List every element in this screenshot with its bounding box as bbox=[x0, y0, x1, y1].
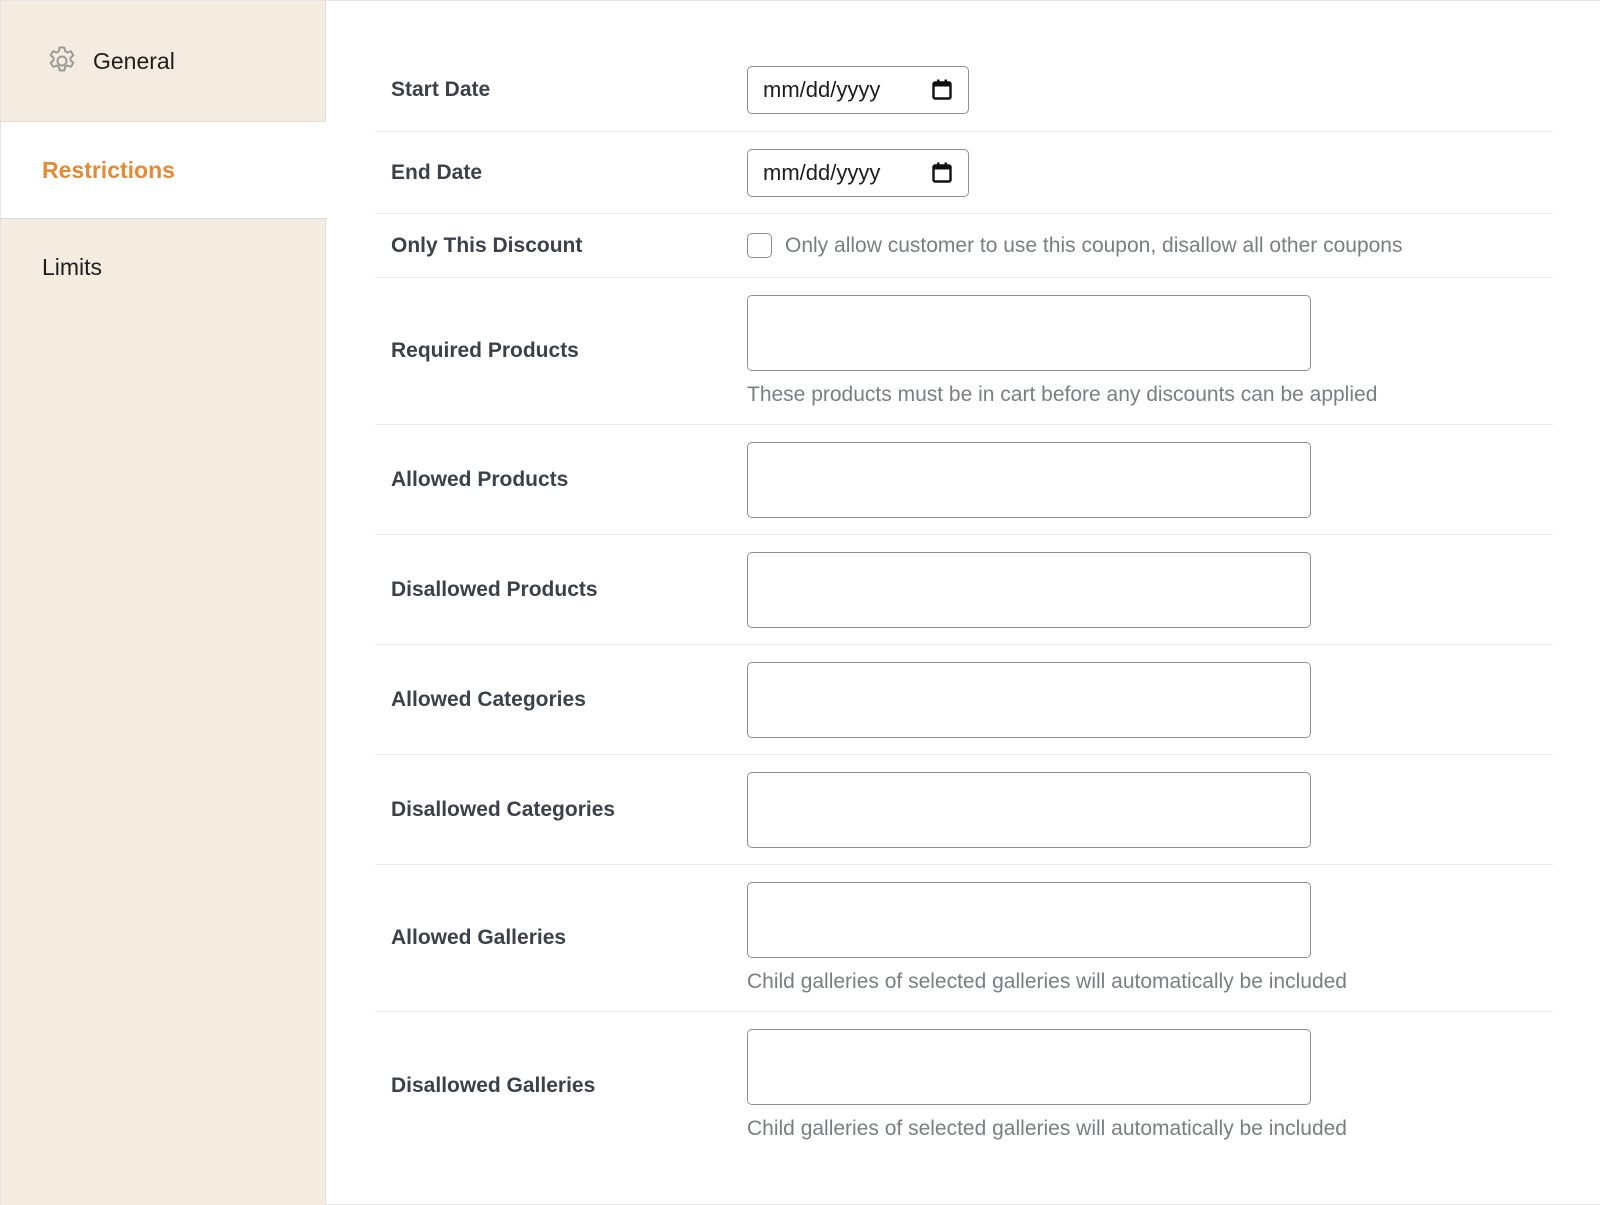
tab-general[interactable] bbox=[1, 1, 326, 122]
end-date-placeholder: mm/dd/yyyy bbox=[763, 160, 881, 185]
disallowed-products-label: Disallowed Products bbox=[391, 577, 598, 601]
tab-limits[interactable] bbox=[1, 219, 326, 316]
end-date-row bbox=[375, 132, 1553, 214]
disallowed-products-row bbox=[375, 535, 1553, 645]
required-products-row bbox=[375, 278, 1553, 425]
only-this-discount-text[interactable]: Only allow customer to use this coupon, disallow all other coupons bbox=[785, 233, 1403, 257]
gear-icon bbox=[45, 44, 79, 78]
tab-limits-label: Limits bbox=[42, 254, 103, 280]
allowed-products-row bbox=[375, 425, 1553, 535]
start-date-label: Start Date bbox=[391, 77, 491, 101]
start-date-input[interactable] bbox=[747, 66, 969, 114]
allowed-products-input[interactable] bbox=[747, 442, 1311, 518]
disallowed-galleries-help: Child galleries of selected galleries will automatically be included bbox=[747, 1117, 1347, 1140]
disallowed-products-input[interactable] bbox=[747, 552, 1311, 628]
sidebar bbox=[1, 1, 326, 1205]
required-products-help: These products must be in cart before any discounts can be applied bbox=[747, 383, 1378, 406]
disallowed-galleries-row bbox=[375, 1012, 1553, 1159]
disallowed-galleries-input[interactable] bbox=[747, 1029, 1311, 1105]
tab-restrictions-label: Restrictions bbox=[42, 156, 175, 183]
restrictions-form bbox=[375, 48, 1553, 1159]
tab-general-label: General bbox=[93, 47, 175, 74]
tab-restrictions[interactable] bbox=[1, 122, 327, 219]
calendar-icon[interactable] bbox=[932, 79, 952, 101]
disallowed-categories-input[interactable] bbox=[747, 772, 1311, 848]
required-products-input[interactable] bbox=[747, 295, 1311, 371]
end-date-label: End Date bbox=[391, 160, 483, 184]
only-this-discount-row bbox=[375, 214, 1553, 278]
end-date-input[interactable] bbox=[747, 149, 969, 197]
allowed-galleries-row bbox=[375, 865, 1553, 1012]
allowed-galleries-input[interactable] bbox=[747, 882, 1311, 958]
disallowed-categories-label: Disallowed Categories bbox=[391, 797, 616, 821]
start-date-row bbox=[375, 48, 1553, 132]
disallowed-galleries-label: Disallowed Galleries bbox=[391, 1073, 596, 1097]
allowed-categories-row bbox=[375, 645, 1553, 755]
disallowed-categories-row bbox=[375, 755, 1553, 865]
required-products-label: Required Products bbox=[391, 339, 579, 362]
only-this-discount-label: Only This Discount bbox=[391, 233, 583, 257]
allowed-categories-input[interactable] bbox=[747, 662, 1311, 738]
allowed-categories-label: Allowed Categories bbox=[391, 687, 586, 711]
start-date-placeholder: mm/dd/yyyy bbox=[763, 77, 881, 102]
only-this-discount-checkbox[interactable] bbox=[747, 233, 772, 258]
allowed-galleries-help: Child galleries of selected galleries will automatically be included bbox=[747, 970, 1347, 993]
allowed-products-label: Allowed Products bbox=[391, 467, 569, 491]
calendar-icon[interactable] bbox=[932, 162, 952, 184]
allowed-galleries-label: Allowed Galleries bbox=[391, 926, 567, 949]
